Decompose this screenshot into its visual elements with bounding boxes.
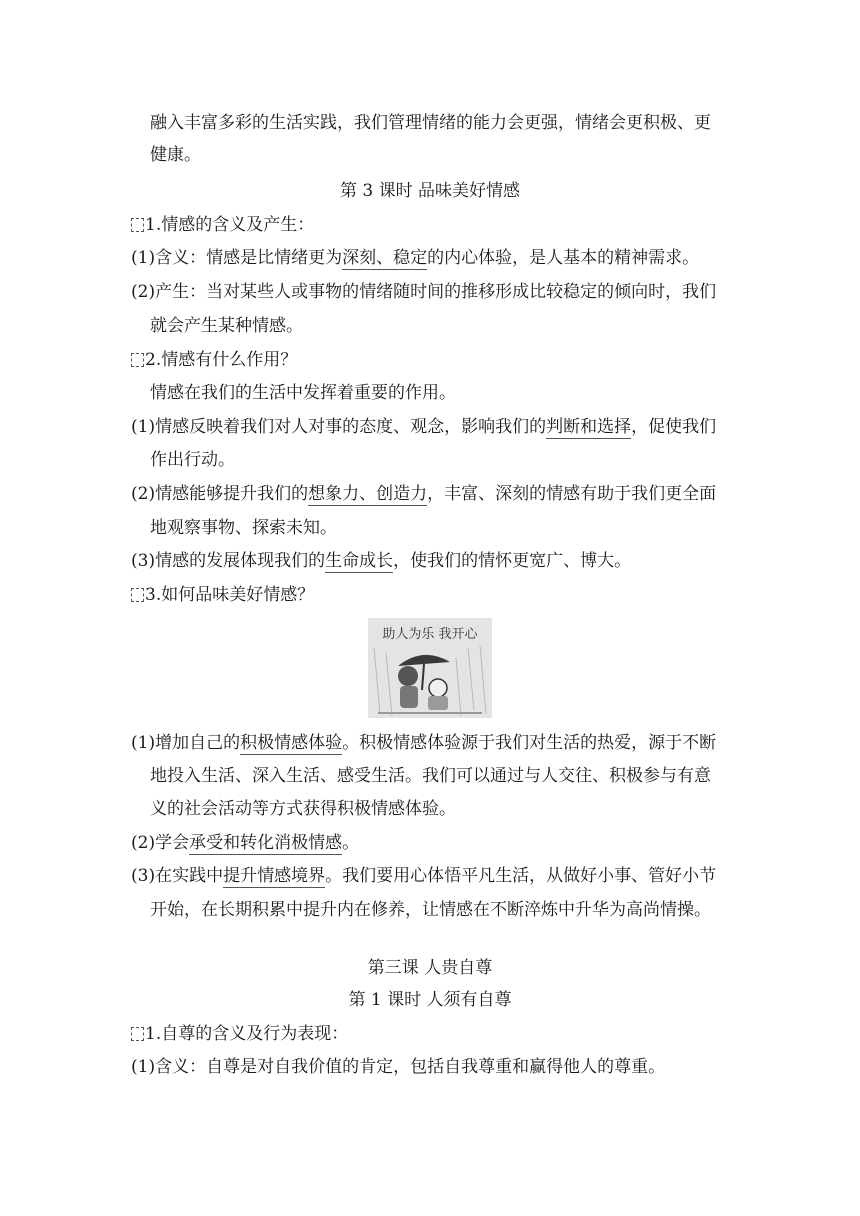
section1-p2-line1: (2)产生：当对某些人或事物的情绪随时间的推移形成比较稳定的倾向时，我们 [131,282,717,302]
section3-p1-line1: (1)增加自己的积极情感体验。积极情感体验源于我们对生活的热爱，源于不断 [131,733,717,753]
checkbox-icon [131,1027,144,1041]
section4-p1: (1)含义：自尊是对自我价值的肯定，包括自我尊重和赢得他人的尊重。 [131,1057,666,1077]
section3-p3-line1: (3)在实践中提升情感境界。我们要用心体悟平凡生活，从做好小事、管好小节 [131,866,717,886]
checkbox-icon [131,588,144,602]
checkbox-icon [131,353,144,367]
section4-heading: 1.自尊的含义及行为表现： [131,1024,348,1044]
section3-p2: (2)学会承受和转化消极情感。 [131,833,360,853]
section2-heading: 2.情感有什么作用？ [131,350,297,370]
helping-others-illustration [368,618,492,718]
section2-p2-line2: 地观察事物、探索未知。 [150,518,337,538]
lesson1-title: 第 1 课时 人须有自尊 [348,990,512,1010]
intro-line-1: 融入丰富多彩的生活实践，我们管理情绪的能力会更强，情绪会更积极、更 [150,113,711,133]
section1-p2-line2: 就会产生某种情感。 [150,316,303,336]
section2-p1-line1: (1)情感反映着我们对人对事的态度、观念，影响我们的判断和选择，促使我们 [131,417,717,437]
section2-intro: 情感在我们的生活中发挥着重要的作用。 [150,383,456,403]
lesson3-title: 第 3 课时 品味美好情感 [339,181,521,201]
unit3-title: 第三课 人贵自尊 [367,958,493,978]
checkbox-icon [131,218,144,232]
illustration-caption: 助人为乐 我开心 [382,627,478,642]
section1-p1: (1)含义：情感是比情绪更为深刻、稳定的内心体验，是人基本的精神需求。 [131,248,700,268]
section2-p3: (3)情感的发展体现我们的生命成长，使我们的情怀更宽广、博大。 [131,551,632,571]
section3-p1-line3: 义的社会活动等方式获得积极情感体验。 [150,799,456,819]
section3-heading: 3.如何品味美好情感？ [131,585,314,605]
section3-p3-line2: 开始，在长期积累中提升内在修养，让情感在不断淬炼中升华为高尚情操。 [150,900,711,920]
section2-p1-line2: 作出行动。 [150,450,235,470]
section3-p1-line2: 地投入生活、深入生活、感受生活。我们可以通过与人交往、积极参与有意 [150,766,711,786]
intro-line-2: 健康。 [150,145,201,165]
section1-heading: 1.情感的含义及产生： [131,215,314,235]
section2-p2-line1: (2)情感能够提升我们的想象力、创造力，丰富、深刻的情感有助于我们更全面 [131,484,717,504]
